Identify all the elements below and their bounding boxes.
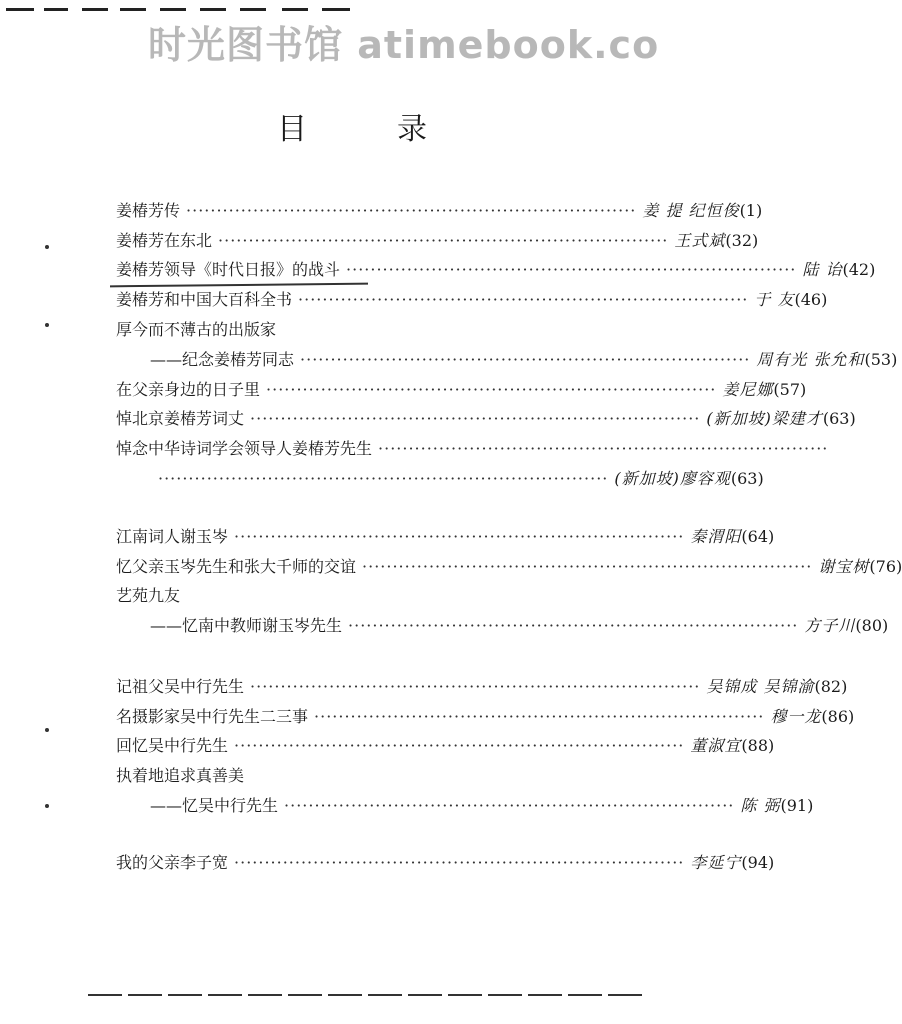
entry-title: 姜椿芳领导《时代日报》的战斗 [116, 260, 341, 279]
toc-entry[interactable] [150, 793, 814, 817]
toc-entry[interactable] [116, 198, 763, 222]
entry-author: 李延宁 [690, 853, 742, 872]
leader-dots: ·········································································· [218, 231, 669, 250]
margin-speck [45, 323, 49, 327]
entry-page: (63) [822, 409, 856, 428]
leader-dots: ·········································································· [234, 736, 685, 755]
entry-page: (82) [814, 677, 848, 696]
entry-title: ——纪念姜椿芳同志 [150, 350, 295, 369]
entry-page: (88) [741, 736, 775, 755]
toc-entry[interactable] [116, 406, 856, 430]
entry-author: 陆 诒 [802, 260, 843, 279]
leader-dots: ·········································································· [378, 439, 829, 458]
toc-entry-heading[interactable] [116, 317, 620, 341]
entry-title: 执着地追求真善美 [116, 766, 245, 785]
entry-page: (94) [741, 853, 775, 872]
entry-title: 忆父亲玉岑先生和张大千师的交谊 [116, 557, 357, 576]
leader-dots: ·········································································· [284, 796, 735, 815]
leader-dots: ·········································································· [314, 707, 765, 726]
entry-title: 记祖父吴中行先生 [116, 677, 245, 696]
toc-entry-heading[interactable] [116, 583, 620, 607]
entry-title: 姜椿芳传 [116, 201, 181, 220]
entry-title: 艺苑九友 [116, 586, 181, 605]
leader-dots: ·········································································· [250, 677, 701, 696]
entry-page: (64) [741, 527, 775, 546]
margin-speck [45, 804, 49, 808]
toc-entry[interactable] [116, 436, 829, 460]
entry-title: ——忆南中教师谢玉岑先生 [150, 616, 343, 635]
leader-dots: ·········································································· [234, 527, 685, 546]
toc-entry[interactable] [116, 287, 828, 311]
leader-dots: ·········································································· [266, 380, 717, 399]
toc-entry[interactable] [116, 554, 902, 578]
leader-dots: ·········································································· [298, 290, 749, 309]
leader-dots: ·········································································· [250, 409, 701, 428]
entry-author: (新加坡)廖容观 [614, 469, 731, 488]
margin-speck [45, 728, 49, 732]
entry-author: 陈 弼 [740, 796, 781, 815]
entry-page: (1) [739, 201, 763, 220]
page-title [0, 104, 704, 148]
bottom-edge-rule [88, 994, 648, 996]
entry-title: 厚今而不薄古的出版家 [116, 320, 277, 339]
toc-entry-heading[interactable] [116, 763, 620, 787]
entry-author: 谢宝树 [818, 557, 870, 576]
toc-entry[interactable] [150, 347, 898, 371]
entry-author: 方子川 [804, 616, 856, 635]
entry-author: (新加坡)梁建才 [706, 409, 823, 428]
entry-page: (42) [842, 260, 876, 279]
toc-entry[interactable] [116, 257, 876, 281]
entry-page: (53) [864, 350, 898, 369]
entry-page: (46) [794, 290, 828, 309]
entry-author: 董淑宜 [690, 736, 742, 755]
margin-speck [45, 245, 49, 249]
toc-entry[interactable] [116, 377, 807, 401]
toc-entry[interactable] [116, 733, 775, 757]
entry-page: (76) [869, 557, 902, 576]
watermark: 时光图书馆 atimebook.co [148, 23, 660, 67]
entry-title: 悼念中华诗词学会领导人姜椿芳先生 [116, 439, 373, 458]
entry-page: (80) [855, 616, 889, 635]
entry-author: 穆一龙 [770, 707, 822, 726]
entry-author: 于 友 [754, 290, 795, 309]
toc-entry[interactable] [116, 228, 759, 252]
entry-author: 姜尼娜 [722, 380, 774, 399]
toc-entry[interactable] [116, 704, 855, 728]
leader-dots: ·········································································· [186, 201, 637, 220]
entry-title: 在父亲身边的日子里 [116, 380, 261, 399]
entry-author: 周有光 张允和 [756, 350, 865, 369]
leader-dots: ·········································································· [234, 853, 685, 872]
title-char-2: 录 [397, 112, 427, 147]
entry-title: 回忆吴中行先生 [116, 736, 229, 755]
entry-author: 姜 提 纪恒俊 [642, 201, 740, 220]
toc-entry[interactable] [116, 850, 775, 874]
entry-page: (57) [773, 380, 807, 399]
entry-title: 姜椿芳和中国大百科全书 [116, 290, 293, 309]
entry-title: 姜椿芳在东北 [116, 231, 213, 250]
entry-title: 悼北京姜椿芳词丈 [116, 409, 245, 428]
entry-page: (91) [780, 796, 814, 815]
entry-title: 我的父亲李子宽 [116, 853, 229, 872]
leader-dots: ·········································································· [346, 260, 797, 279]
entry-author: 王式斌 [674, 231, 726, 250]
top-edge-marks [0, 0, 360, 14]
toc-entry-continuation[interactable] [158, 466, 764, 490]
leader-dots: ·········································································· [348, 616, 799, 635]
entry-title: ——忆吴中行先生 [150, 796, 279, 815]
entry-page: (86) [821, 707, 855, 726]
entry-author: 秦渭阳 [690, 527, 742, 546]
toc-entry[interactable] [116, 674, 848, 698]
entry-title: 名摄影家吴中行先生二三事 [116, 707, 309, 726]
entry-title: 江南词人谢玉岑 [116, 527, 229, 546]
toc-entry[interactable] [116, 524, 775, 548]
entry-page: (32) [725, 231, 759, 250]
title-char-1: 目 [277, 112, 307, 147]
leader-dots: ·········································································· [362, 557, 813, 576]
leader-dots: ·········································································· [158, 469, 609, 488]
leader-dots: ·········································································· [300, 350, 751, 369]
entry-author: 吴锦成 吴锦渝 [706, 677, 815, 696]
entry-page: (63) [730, 469, 764, 488]
toc-entry[interactable] [150, 613, 889, 637]
